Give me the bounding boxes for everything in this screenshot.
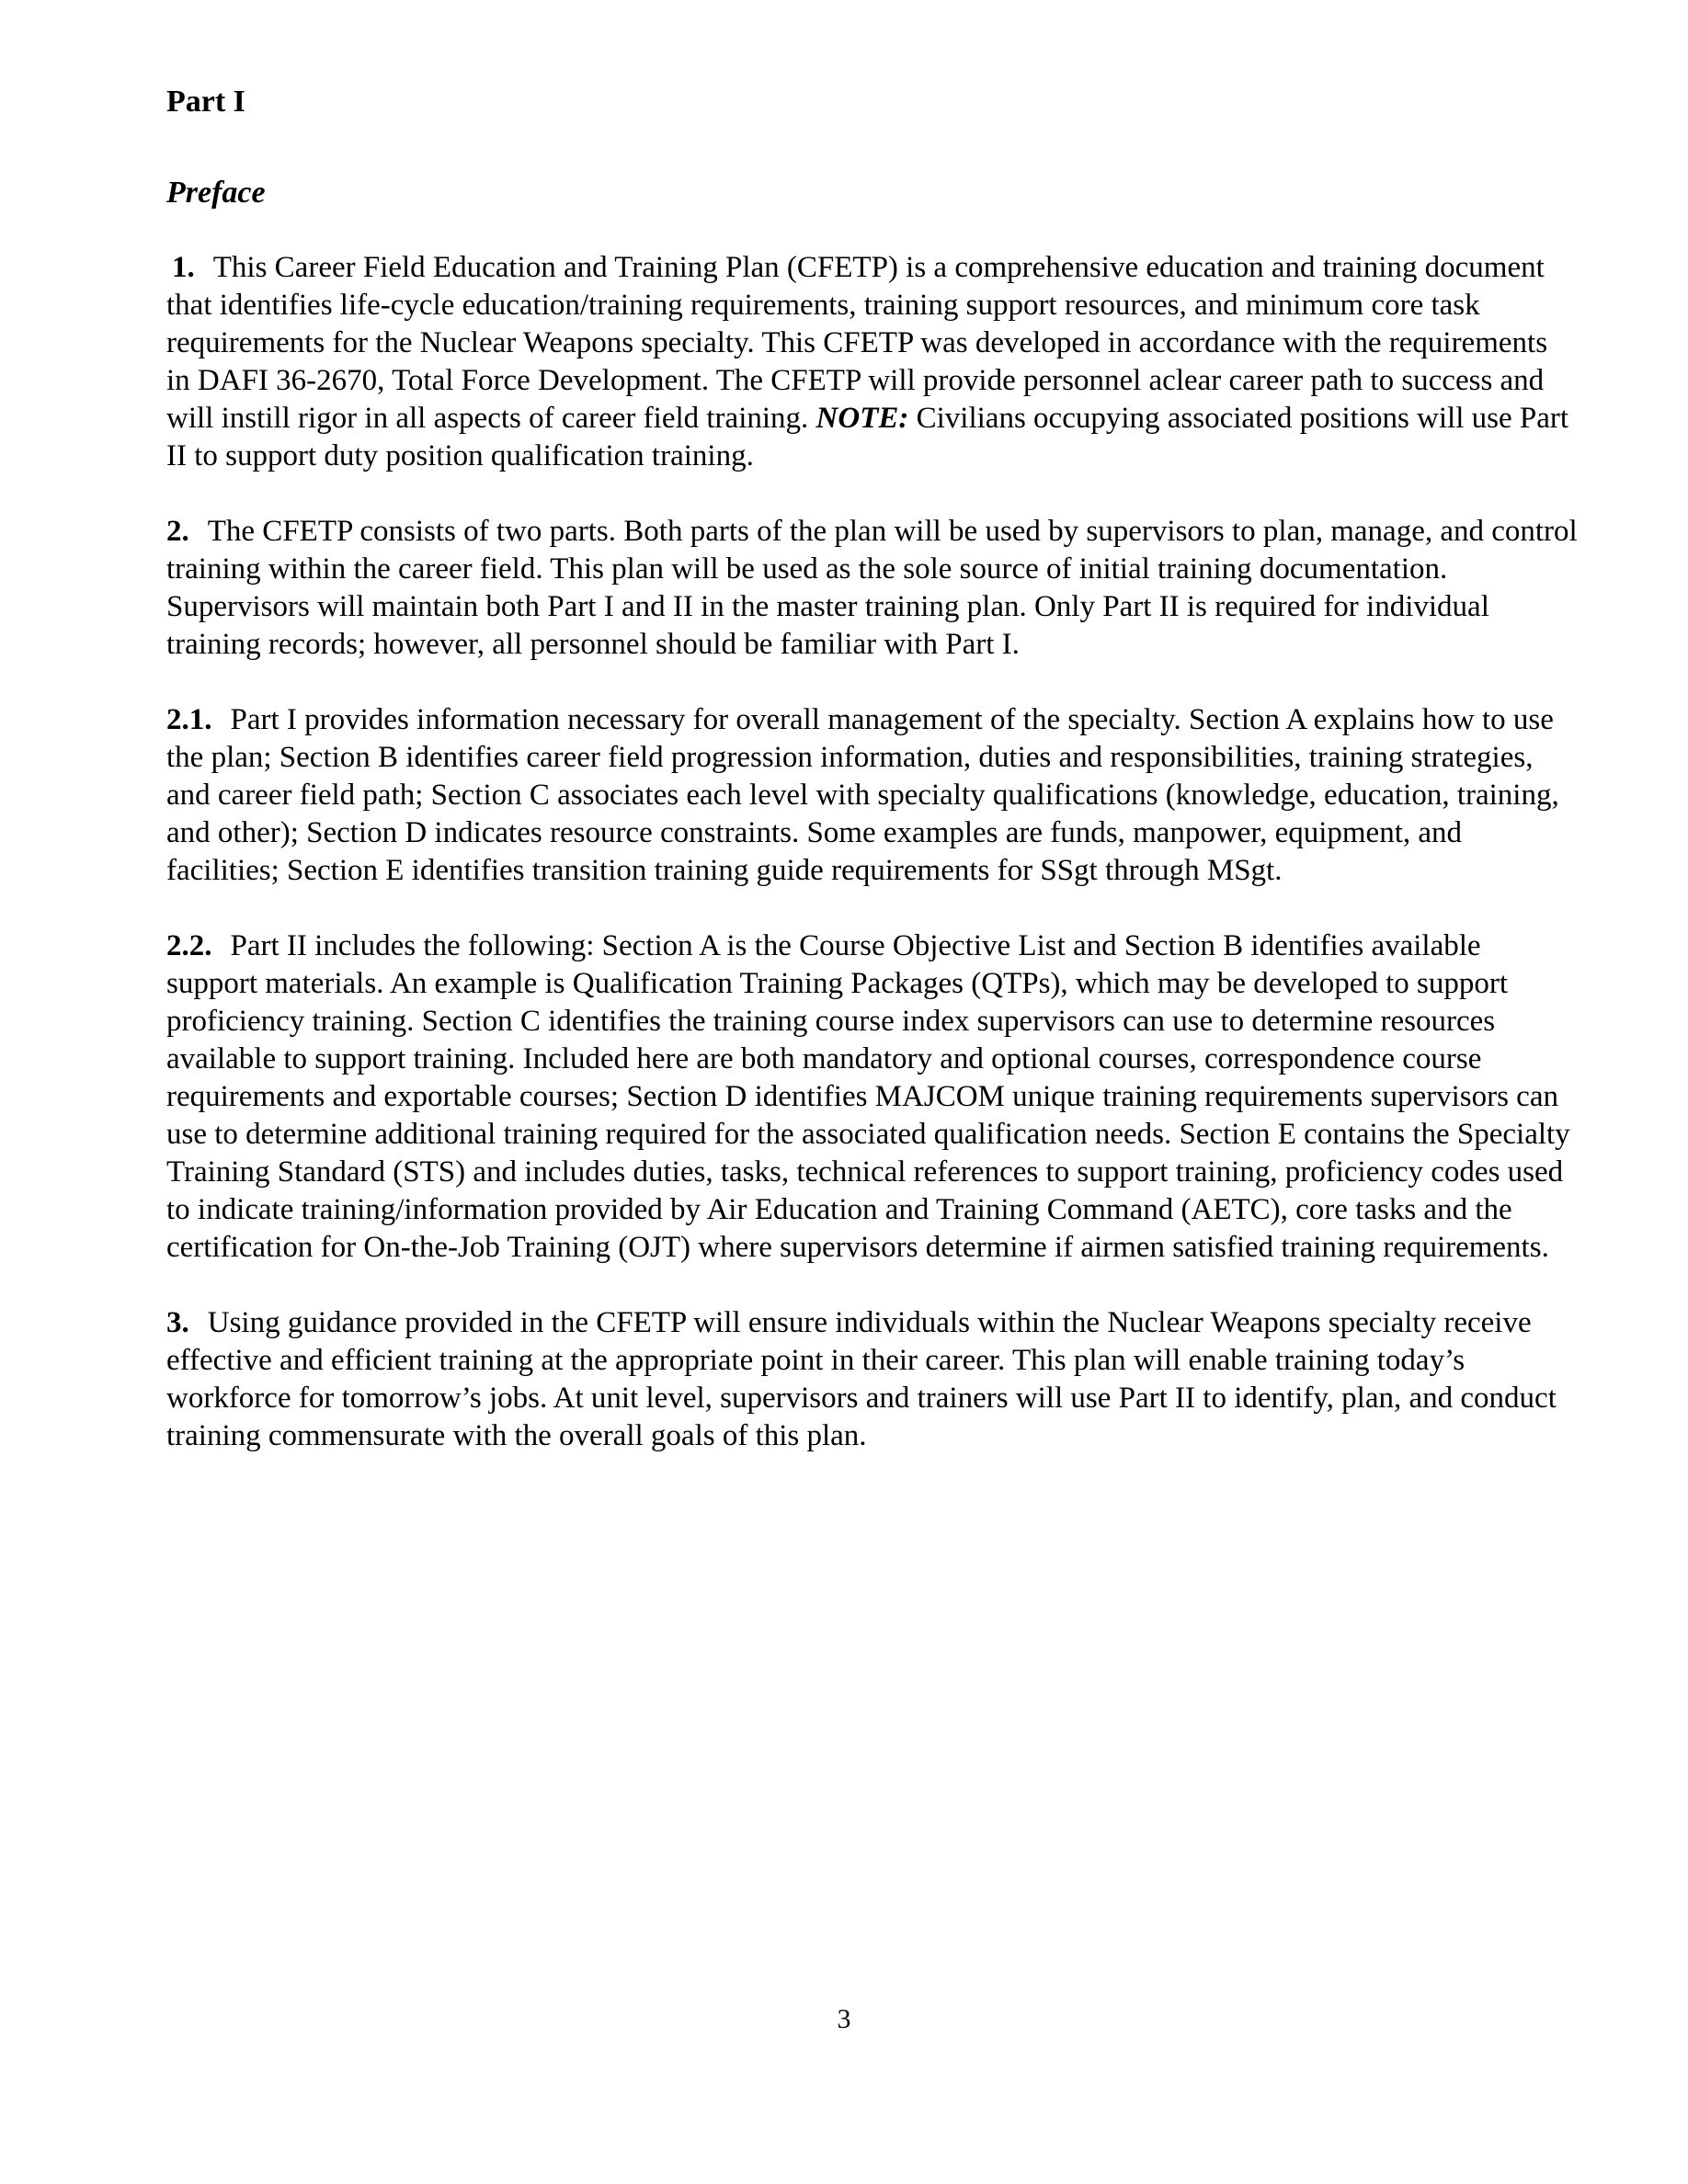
paragraph-text: Part I provides information necessary for overall management of the specialty. Section A explains how to use the plan; Section B identifies career field progression information, duties and responsibilities, training strategies, and career field path; Section C associates each level with specialty qualifications (knowledge, education, training, and other); Section D indicates resource constraints. Some examples are funds, manpower, equipment, and facilities; Section E identifies transition training guide requirements for SSgt through MSgt.	[166, 703, 1559, 887]
paragraph-number: 3.	[166, 1306, 189, 1339]
document-body	[166, 83, 1578, 1493]
section-heading: Preface	[166, 176, 266, 210]
paragraph-3	[166, 1304, 1578, 1455]
paragraph-number: 2.1.	[166, 703, 212, 736]
paragraph-2-2	[166, 927, 1578, 1267]
paragraph-number: 2.2.	[166, 929, 212, 962]
paragraph-number: 1.	[172, 251, 195, 284]
note-text: Civilians occupying associated positions will use Part II to support duty position qualification training.	[166, 402, 1569, 472]
paragraph-text: This Career Field Education and Training Plan (CFETP) is a comprehensive education and training document that identifies life-cycle education/training requirements, training support resources, and minimum core task requirements for the Nuclear Weapons specialty. This CFETP was developed in accordance with the requirements in DAFI 36-2670, Total Force Development. The CFETP will provide personnel aclear career path to success and will instill rigor in all aspects of career field training.	[166, 251, 1548, 435]
paragraph-number: 2.	[166, 515, 189, 548]
page-number: 3	[837, 2004, 851, 2034]
paragraph-text: The CFETP consists of two parts. Both parts of the plan will be used by supervisors to plan, manage, and control training within the career field. This plan will be used as the sole source of initial training documentation. Supervisors will maintain both Part I and II in the master training plan. Only Part II is required for individual training records; however, all personnel should be familiar with Part I.	[166, 515, 1578, 661]
paragraph-2	[166, 513, 1578, 664]
part-heading: Part I	[166, 85, 245, 119]
paragraph-text: Part II includes the following: Section A is the Course Objective List and Section B identifies available support materials. An example is Qualification Training Packages (QTPs), which may be developed to support proficiency training. Section C identifies the training course index supervisors can use to determine resources available to support training. Included here are both mandatory and optional courses, correspondence course requirements and exportable courses; Section D identifies MAJCOM unique training requirements supervisors can use to determine additional training required for the associated qualification needs. Section E contains the Specialty Training Standard (STS) and includes duties, tasks, technical references to support training, proficiency codes used to indicate training/information provided by Air Education and Training Command (AETC), core tasks and the certification for On-the-Job Training (OJT) where supervisors determine if airmen satisfied training requirements.	[166, 929, 1570, 1264]
paragraph-2-1	[166, 701, 1578, 890]
paragraph-1	[166, 249, 1578, 475]
paragraph-text: Using guidance provided in the CFETP will ensure individuals within the Nuclear Weapons specialty receive effective and efficient training at the appropriate point in their career. This plan will enable training today’s workforce for tomorrow’s jobs. At unit level, supervisors and trainers will use Part II to identify, plan, and conduct training commensurate with the overall goals of this plan.	[166, 1306, 1557, 1452]
note-label: NOTE:	[815, 402, 909, 435]
